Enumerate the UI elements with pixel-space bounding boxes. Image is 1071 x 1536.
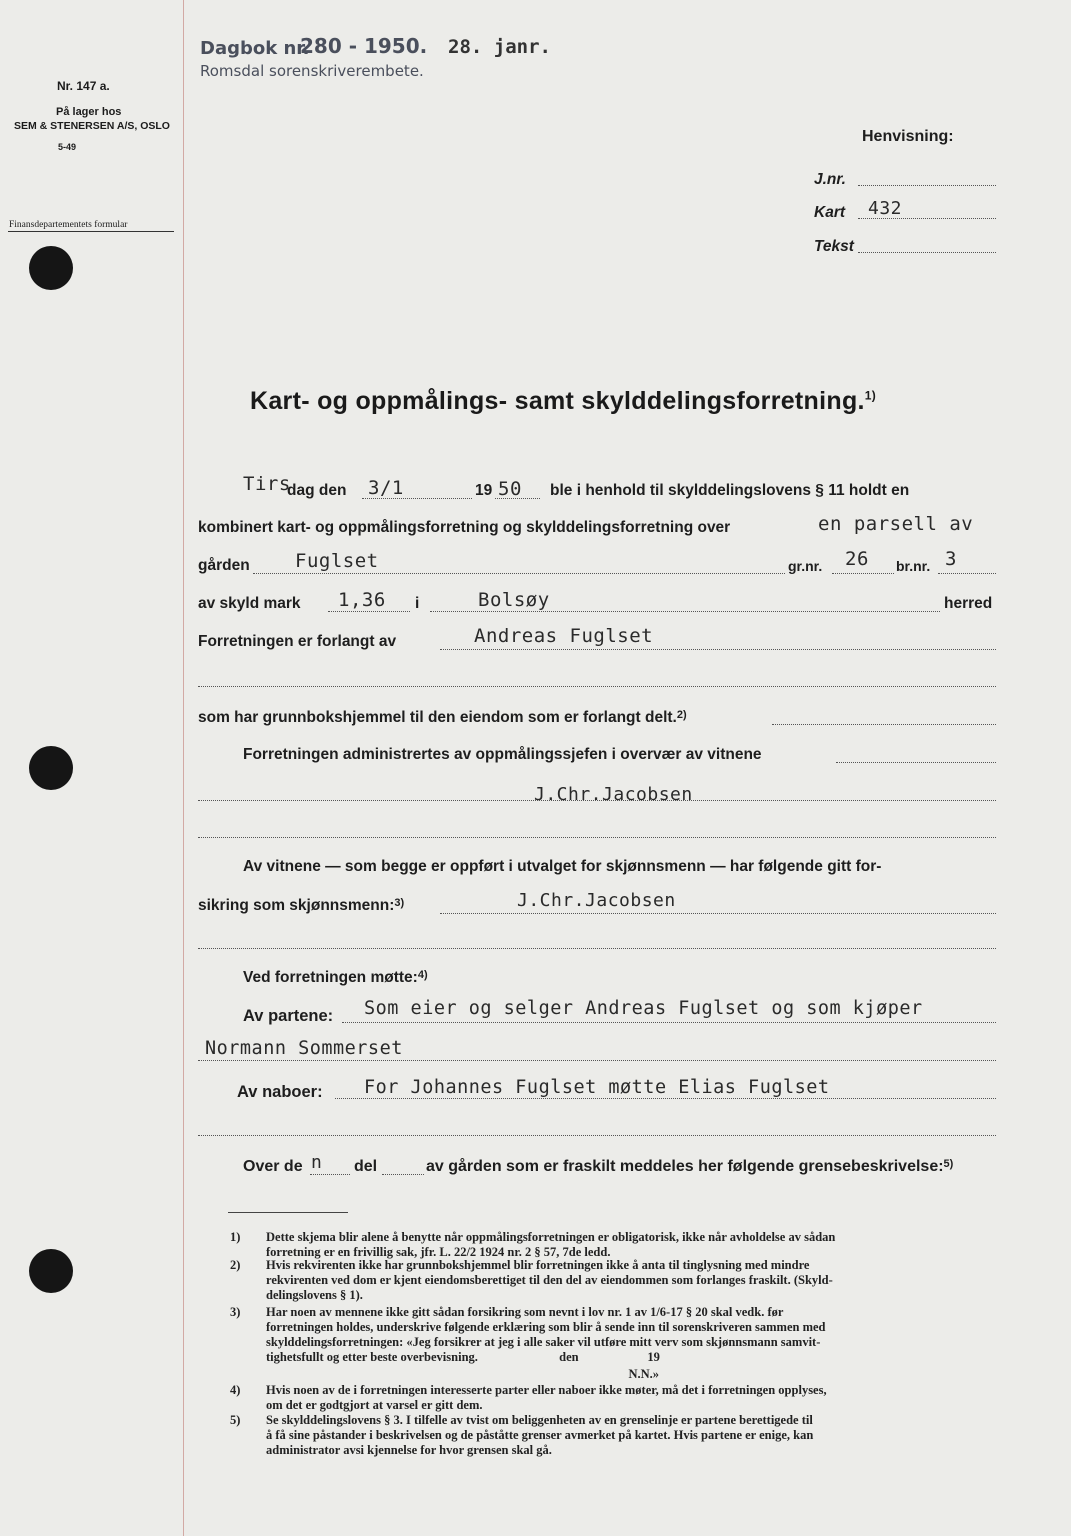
- grunnbok-text: som har grunnbokshjemmel til den eiendom som er forlangt delt.$^{2)}$: [198, 709, 687, 726]
- footnote-body: [266, 1305, 1005, 1365]
- parties-label: Av partene:: [243, 1007, 334, 1025]
- requested-by-line: [440, 649, 996, 650]
- punch-hole-bottom: [29, 1249, 73, 1293]
- attended-label: Ved forretningen møtte:$^{4)}$: [243, 969, 428, 986]
- tekst-line: [858, 252, 996, 253]
- requested-by-label: Forretningen er forlangt av: [198, 633, 397, 650]
- witnesses-intro-line: [836, 762, 996, 763]
- footnote-line: Hvis rekvirenten ikke har grunnbokshjemmel blir forretningen ikke å anta til tinglysning med mindre: [266, 1258, 810, 1272]
- brnr-label: br.nr.: [896, 558, 931, 574]
- footnote-line: forretningen holdes, underskrive følgende erklæring som blir å sende inn til sorenskriveren sammen med: [266, 1320, 826, 1334]
- parties-value-2: Normann Sommerset: [205, 1038, 403, 1059]
- footnote-line: delingslovens § 1).: [266, 1288, 363, 1302]
- neighbours-value: For Johannes Fuglset møtte Elias Fuglset: [364, 1077, 830, 1098]
- blank-line-2: [198, 837, 996, 838]
- over-de-value: n: [311, 1152, 323, 1173]
- footnote: [230, 1367, 1005, 1382]
- place-line: [430, 611, 940, 612]
- dagbok-number: 280 - 1950.: [300, 34, 428, 58]
- left-column: [0, 0, 183, 1536]
- footnote: [230, 1305, 1005, 1365]
- footnote-body: [266, 1413, 1005, 1458]
- footnote-body: [266, 1230, 1005, 1260]
- year-value: 50: [498, 478, 522, 500]
- requested-by-value: Andreas Fuglset: [474, 625, 654, 647]
- footnote-line: om det er godtgjort at varsel er gitt dem.: [266, 1398, 483, 1412]
- footnote-line: N.N.»: [266, 1367, 660, 1381]
- tekst-label: Tekst: [814, 238, 854, 255]
- farm-value: Fuglset: [295, 550, 379, 572]
- stock-line-2: SEM & STENERSEN A/S, OSLO: [14, 120, 170, 132]
- footnote-number: 2): [230, 1258, 241, 1272]
- footnote: [230, 1413, 1005, 1458]
- form-number: Nr. 147 a.: [57, 79, 110, 93]
- grnr-value: 26: [845, 548, 869, 570]
- year-prefix: 19: [475, 482, 493, 499]
- footnote-line: administrator avsi kjennelse for hvor grensen skal gå.: [266, 1443, 552, 1457]
- kart-value: 432: [868, 198, 903, 219]
- footnote: [230, 1383, 1005, 1413]
- kart-label: Kart: [814, 204, 846, 221]
- dagbok-label: Dagbok nr.: [200, 38, 310, 59]
- jnr-label: J.nr.: [814, 171, 846, 188]
- line1-rest: ble i henhold til skylddelingslovens § 11 holdt en: [550, 482, 910, 499]
- print-code: 5-49: [58, 142, 77, 152]
- oath-label: sikring som skjønnsmenn:$^{3)}$: [198, 897, 405, 914]
- dag-den-label: dag den: [287, 482, 347, 499]
- footnote-body: [266, 1383, 1005, 1413]
- document-title: [250, 387, 876, 416]
- blank-line-4: [198, 1135, 996, 1136]
- mark-value: 1,36: [338, 589, 386, 611]
- over-de-label: Over de: [243, 1158, 303, 1175]
- garden-label: gården: [198, 557, 250, 574]
- over-de-line: [310, 1174, 350, 1175]
- grunnbok-line: [772, 724, 996, 725]
- blank-line-1: [198, 686, 996, 687]
- grnr-line: [832, 573, 894, 574]
- punch-hole-middle: [29, 746, 73, 790]
- footnote: [230, 1230, 1005, 1260]
- brnr-value: 3: [945, 548, 957, 570]
- footnote-line: Se skylddelingslovens § 3. I tilfelle av tvist om beliggenheten av en grenselinje er partene berettigede til: [266, 1413, 813, 1427]
- skyld-label: av skyld mark: [198, 595, 301, 612]
- footnote-line: å få sine påstander i beskrivelsen og de påståtte grenser avmerket på kartet. Hvis partene er enige, kan: [266, 1428, 814, 1442]
- oath-value: J.Chr.Jacobsen: [517, 890, 676, 911]
- title-footnote-mark: 1): [864, 388, 877, 403]
- footnote-line: forretning er en frivillig sak, jfr. L. 22/2 1924 nr. 2 § 57, 7de ledd.: [266, 1245, 611, 1259]
- witnesses-intro: Forretningen administrertes av oppmålingssjefen i overvær av vitnene: [243, 746, 762, 763]
- stock-line-1: På lager hos: [56, 106, 122, 118]
- footnote-rule: [228, 1212, 348, 1213]
- footnote-line: skylddelingsforretningen: «Jeg forsikrer at jeg i alle saker vil utføre mitt verv som skjønnsmann samvit-: [266, 1335, 821, 1349]
- line2-text: kombinert kart- og oppmålingsforretning og skylddelingsforretning over: [198, 519, 731, 536]
- parties-line-2: [198, 1060, 996, 1061]
- mark-line: [328, 611, 410, 612]
- reference-heading: Henvisning:: [862, 128, 954, 145]
- herred-label: herred: [944, 595, 993, 612]
- footnote-number: 3): [230, 1305, 241, 1319]
- publisher: Finansdepartementets formular: [9, 220, 128, 230]
- footnote-line: Hvis noen av de i forretningen interesserte parter eller naboer ikke møter, må det i forretningen opplyses,: [266, 1383, 827, 1397]
- grnr-label: gr.nr.: [788, 558, 823, 574]
- margin-line: [183, 0, 184, 1536]
- footnote-body: [266, 1258, 1005, 1303]
- blank-line-3: [198, 948, 996, 949]
- footnote-number: 1): [230, 1230, 241, 1244]
- brnr-line: [938, 573, 996, 574]
- footnote: [230, 1258, 1005, 1303]
- witness-value: J.Chr.Jacobsen: [534, 784, 693, 805]
- day-value: Tirs: [243, 473, 291, 495]
- parties-value: Som eier og selger Andreas Fuglset og som kjøper: [364, 998, 923, 1019]
- del-line: [382, 1174, 424, 1175]
- place-value: Bolsøy: [478, 589, 550, 611]
- footnote-number: 5): [230, 1413, 241, 1427]
- neighbours-label: Av naboer:: [237, 1083, 323, 1101]
- neighbours-line: [335, 1098, 996, 1099]
- title-text: Kart- og oppmålings- samt skylddelingsforretning.: [250, 387, 865, 415]
- punch-hole-top: [29, 246, 73, 290]
- parties-line: [342, 1022, 996, 1023]
- footnote-number: 4): [230, 1383, 241, 1397]
- date-value: 3/1: [368, 477, 404, 499]
- line2-value: en parsell av: [818, 513, 974, 535]
- dagbok-date: 28. janr.: [448, 36, 551, 58]
- i-label: i: [415, 595, 420, 612]
- footnote-line: rekvirenten ved dom er kjent eiendomsberettiget til den del av eiendommen som forlanges fraskilt. (Skyld-: [266, 1273, 833, 1287]
- publisher-rule: [8, 231, 174, 232]
- footnote-body: [266, 1367, 1005, 1382]
- office-stamp: Romsdal sorenskriverembete.: [200, 62, 424, 80]
- oath-line: [440, 913, 996, 914]
- del-label: del: [354, 1158, 378, 1175]
- boundary-text: av gården som er fraskilt meddeles her følgende grensebeskrivelse:$^{5)}$: [426, 1158, 954, 1175]
- footnote-line: tighetsfullt og etter beste overbevisning. den 19: [266, 1350, 660, 1364]
- footnote-line: Har noen av mennene ikke gitt sådan forsikring som nevnt i lov nr. 1 av 1/6-17 § 20 skal vedk. før: [266, 1305, 784, 1319]
- witnesses-oath-text: Av vitnene — som begge er oppført i utvalget for skjønnsmenn — har følgende gitt for-: [243, 858, 882, 875]
- farm-line: [253, 573, 785, 574]
- footnote-line: Dette skjema blir alene å benytte når oppmålingsforretningen er obligatorisk, ikke når avholdelse av sådan: [266, 1230, 836, 1244]
- jnr-line: [858, 185, 996, 186]
